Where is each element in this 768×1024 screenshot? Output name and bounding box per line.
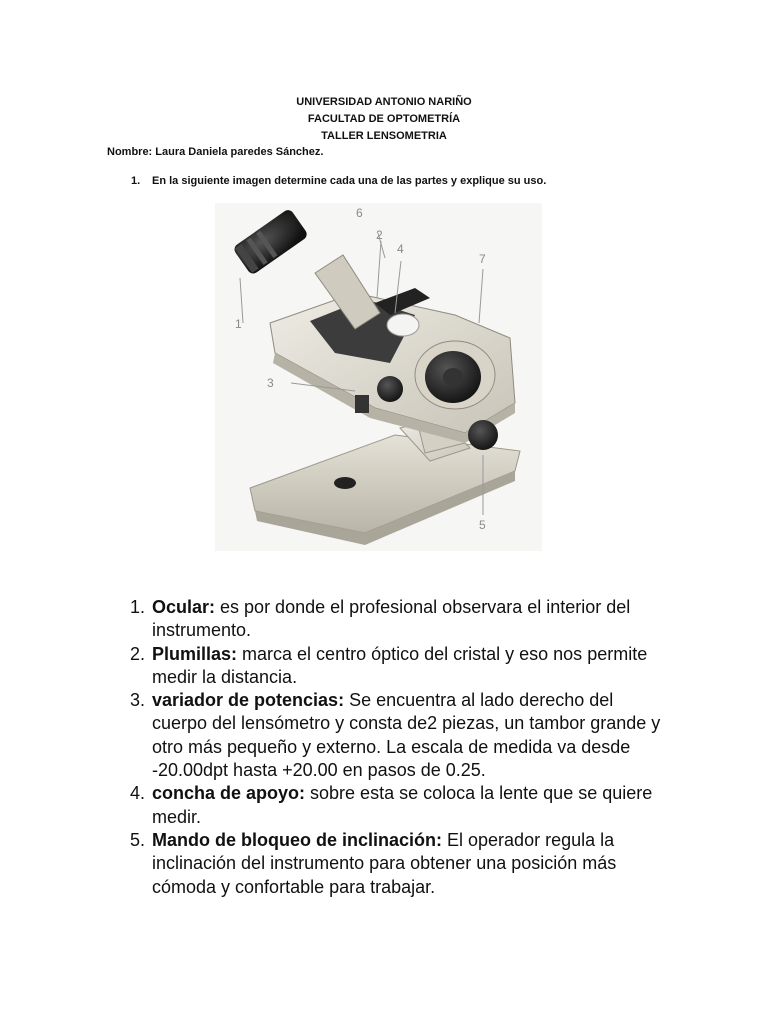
answer-number: 2. bbox=[130, 643, 146, 664]
answer-number: 3. bbox=[130, 690, 146, 711]
answer-item bbox=[130, 829, 670, 899]
university-title: UNIVERSIDAD ANTONIO NARIÑO bbox=[296, 96, 472, 108]
answer-item bbox=[130, 643, 670, 690]
answer-item bbox=[130, 596, 670, 643]
callout-2: 2 bbox=[376, 228, 383, 242]
lensometer-figure bbox=[215, 203, 542, 551]
answer-text: sobre esta se coloca la lente que se quiere medir. bbox=[152, 783, 653, 827]
answer-number: 4. bbox=[130, 783, 146, 804]
answer-term: concha de apoyo: bbox=[152, 783, 306, 804]
answer-number: 1. bbox=[130, 597, 146, 617]
answer-text: es por donde el profesional observara el interior del instrumento. bbox=[152, 597, 631, 641]
answer-number: 5. bbox=[130, 829, 146, 850]
lensometer-illustration bbox=[215, 203, 542, 551]
answer-text: El operador regula la inclinación del instrumento para obtener una posición más cómoda y confortable para trabajar. bbox=[152, 829, 617, 897]
document-header bbox=[0, 94, 768, 145]
answer-item bbox=[130, 689, 670, 782]
faculty-title: FACULTAD DE OPTOMETRÍA bbox=[307, 113, 461, 125]
callout-6: 6 bbox=[356, 206, 363, 220]
workshop-title: TALLER LENSOMETRIA bbox=[321, 130, 447, 142]
answer-list bbox=[130, 596, 670, 899]
callout-3: 3 bbox=[267, 376, 274, 390]
student-name-label: Nombre: bbox=[107, 146, 153, 158]
callout-4: 4 bbox=[397, 242, 404, 256]
answer-term: Plumillas: bbox=[152, 643, 238, 664]
answer-text: Se encuentra al lado derecho del cuerpo del lensómetro y consta de2 piezas, un tambor grande y otro más pequeño y externo. La escala de medida va desde -20.00dpt hasta +20.00 en pasos de 0.25. bbox=[152, 690, 661, 781]
student-name: Laura Daniela paredes Sánchez. bbox=[155, 146, 324, 158]
callout-1: 1 bbox=[235, 317, 242, 331]
answer-term: Ocular: bbox=[152, 597, 216, 617]
question-1 bbox=[131, 175, 546, 187]
answer-term: Mando de bloqueo de inclinación: bbox=[152, 829, 443, 850]
callout-7: 7 bbox=[479, 252, 486, 266]
question-text: En la siguiente imagen determine cada una de las partes y explique su uso. bbox=[152, 175, 547, 187]
student-name-line bbox=[107, 146, 323, 158]
callout-5: 5 bbox=[479, 518, 486, 532]
answer-text: marca el centro óptico del cristal y eso nos permite medir la distancia. bbox=[152, 643, 648, 687]
answer-term: variador de potencias: bbox=[152, 690, 345, 711]
answer-item bbox=[130, 782, 670, 829]
question-number: 1. bbox=[131, 175, 141, 187]
